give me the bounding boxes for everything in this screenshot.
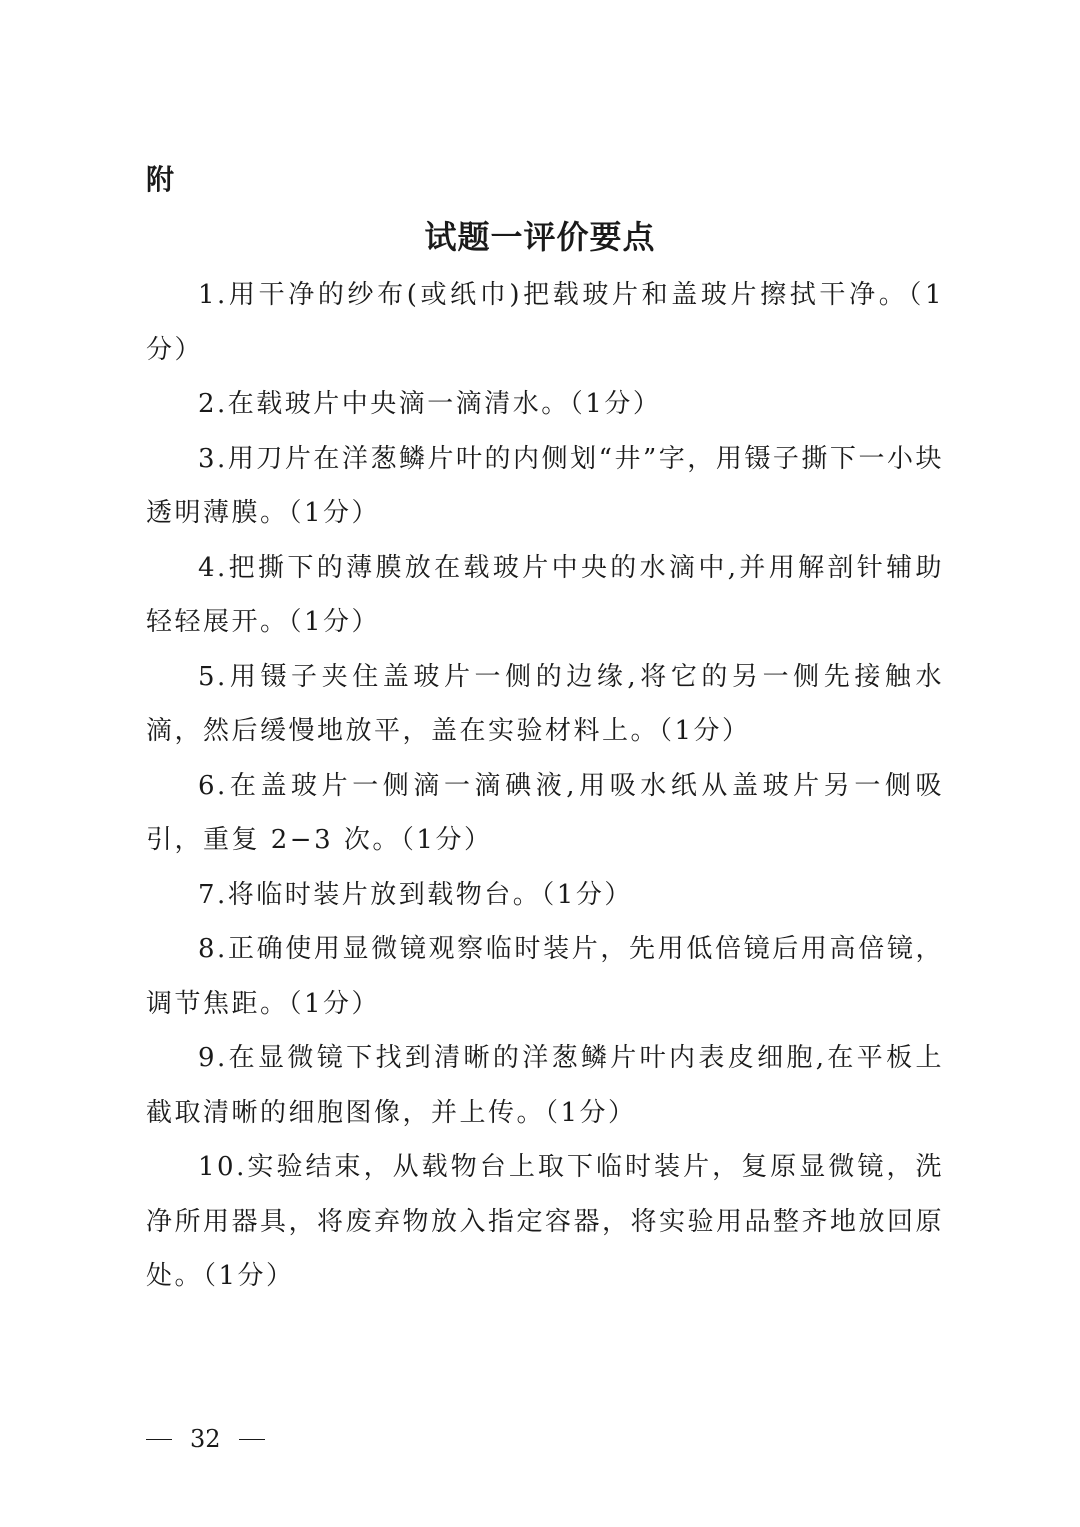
evaluation-points-list <box>146 268 944 1304</box>
page-number: 32 <box>190 1425 221 1453</box>
page-footer <box>146 1425 265 1453</box>
evaluation-point: 10.实验结束，从载物台上取下临时装片，复原显微镜，洗净所用器具，将废弃物放入指定容器，将实验用品整齐地放回原处。（1分） <box>146 1152 945 1291</box>
evaluation-point: 3.用刀片在洋葱鳞片叶的内侧划“井”字，用镊子撕下一小块透明薄膜。（1分） <box>146 443 944 528</box>
evaluation-point: 5.用镊子夹住盖玻片一侧的边缘,将它的另一侧先接触水滴，然后缓慢地放平，盖在实验材料上。（1分） <box>146 661 944 746</box>
evaluation-point: 6.在盖玻片一侧滴一滴碘液,用吸水纸从盖玻片另一侧吸引，重复 2−3 次。（1分） <box>146 770 944 855</box>
evaluation-point: 2.在载玻片中央滴一滴清水。（1分） <box>198 389 662 419</box>
footer-dash-right <box>239 1439 265 1440</box>
evaluation-point: 8.正确使用显微镜观察临时装片，先用低倍镜后用高倍镜，调节焦距。（1分） <box>146 934 944 1019</box>
evaluation-point: 7.将临时装片放到载物台。（1分） <box>198 879 633 910</box>
evaluation-point: 4.把撕下的薄膜放在载玻片中央的水滴中,并用解剖针辅助轻轻展开。（1分） <box>146 552 944 637</box>
appendix-label: 附 <box>146 163 175 196</box>
footer-dash-left <box>146 1439 172 1440</box>
evaluation-point: 1.用干净的纱布(或纸巾)把载玻片和盖玻片擦拭干净。（1分） <box>146 280 944 365</box>
evaluation-point: 9.在显微镜下找到清晰的洋葱鳞片叶内表皮细胞,在平板上截取清晰的细胞图像，并上传。（1分） <box>146 1043 944 1128</box>
page-title: 试题一评价要点 <box>424 218 656 256</box>
